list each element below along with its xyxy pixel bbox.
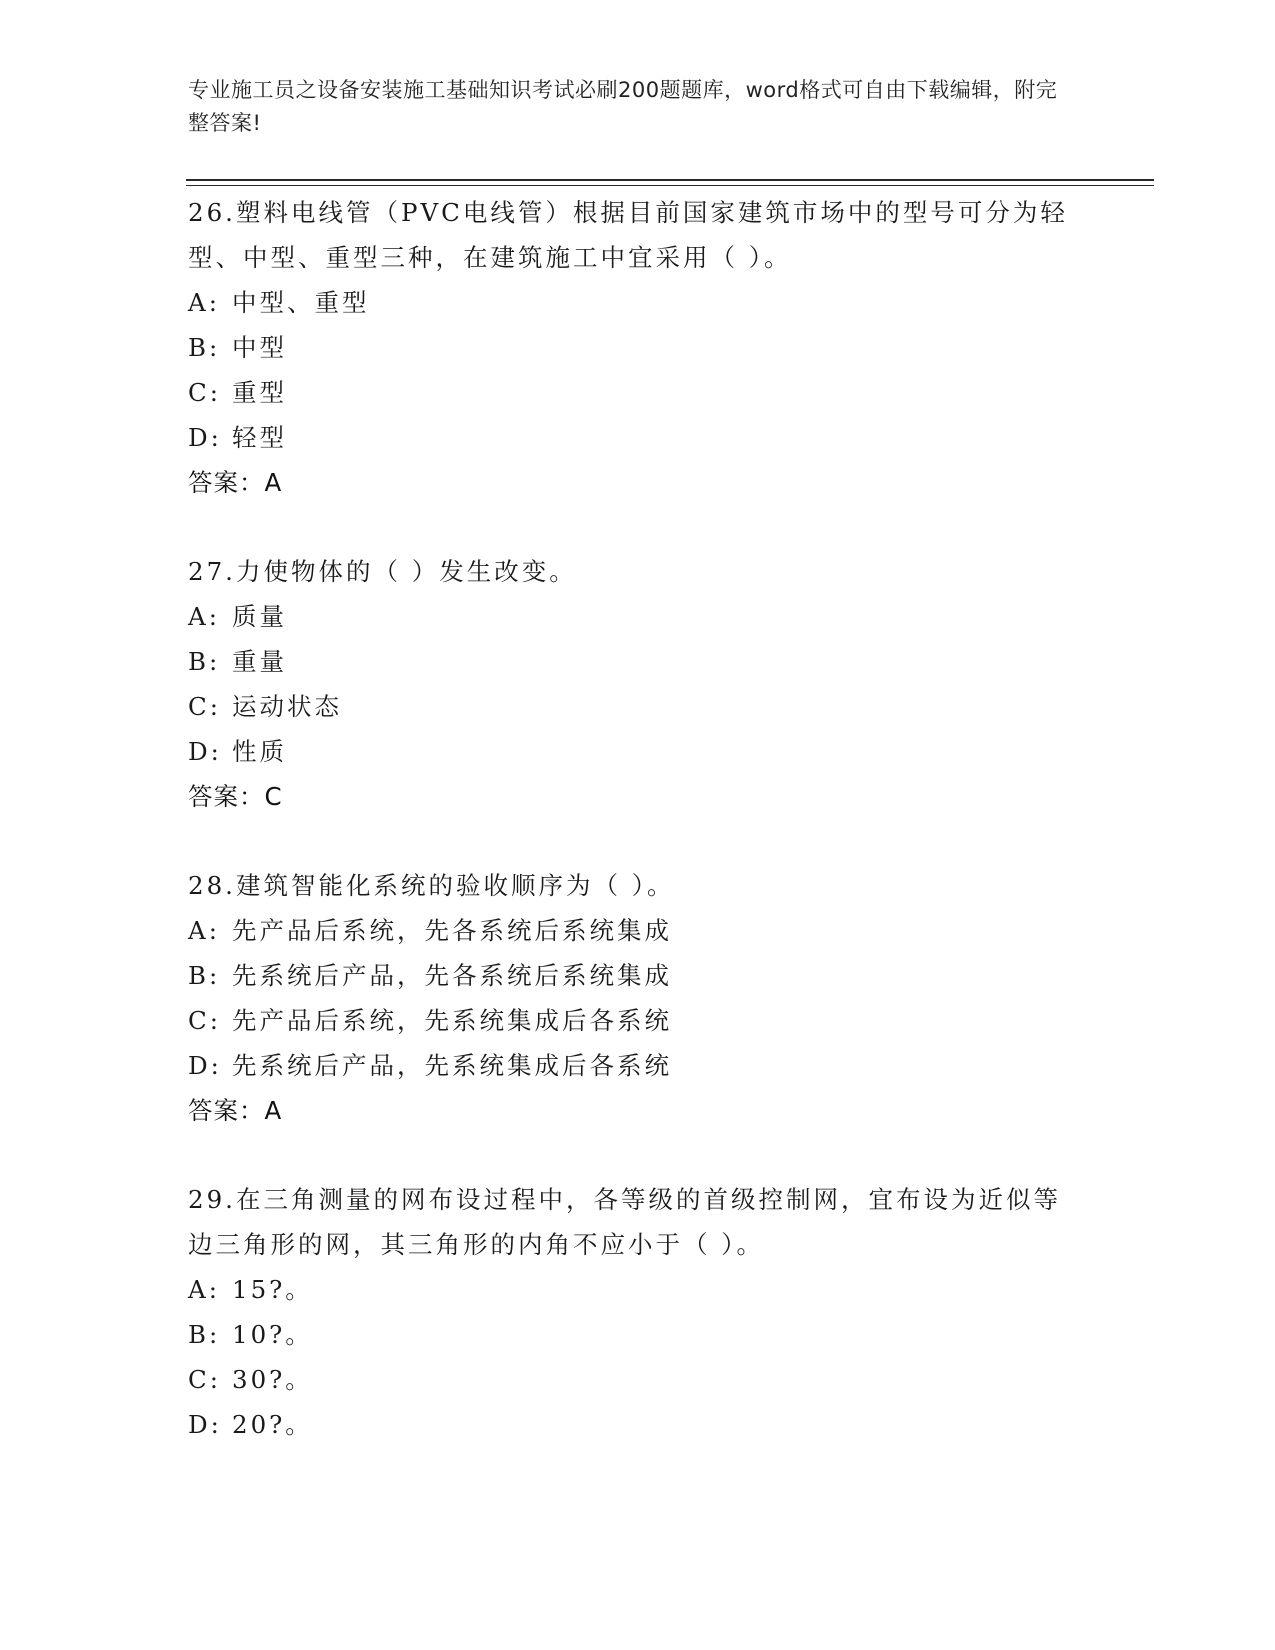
option-text: 20?。: [232, 1410, 313, 1439]
document-header: 专业施工员之设备安装施工基础知识考试必刷200题题库，word格式可自由下载编辑，附完整答案!: [188, 78, 1058, 135]
question-stem: 28.建筑智能化系统的验收顺序为（ ）。: [188, 871, 675, 900]
option-letter: D:: [188, 423, 222, 452]
option-text: 先产品后系统，先各系统后系统集成: [232, 916, 672, 945]
option-text: 性质: [232, 737, 287, 766]
option-b: [188, 325, 1088, 370]
option-letter: A:: [188, 602, 220, 631]
option-a: [188, 594, 1088, 639]
option-c: [188, 684, 1088, 729]
option-letter: A:: [188, 1275, 220, 1304]
option-text: 15?。: [232, 1275, 313, 1304]
question-28: [188, 863, 1088, 1133]
option-text: 先系统后产品，先各系统后系统集成: [232, 961, 672, 990]
header-divider: [186, 179, 1154, 181]
option-letter: C:: [188, 378, 222, 407]
option-letter: C:: [188, 1006, 222, 1035]
option-c: [188, 998, 1088, 1043]
option-text: 先产品后系统，先系统集成后各系统: [232, 1006, 672, 1035]
option-a: [188, 1267, 1088, 1312]
option-text: 运动状态: [232, 692, 342, 721]
option-text: 中型、重型: [232, 288, 370, 317]
option-letter: B:: [188, 961, 221, 990]
option-text: 10?。: [232, 1320, 313, 1349]
option-letter: D:: [188, 1051, 222, 1080]
question-stem: 29.在三角测量的网布设过程中，各等级的首级控制网，宜布设为近似等边三角形的网，其三角形的内角不应小于（ ）。: [188, 1185, 1061, 1259]
option-d: [188, 1402, 1088, 1447]
option-text: 轻型: [232, 423, 287, 452]
option-text: 先系统后产品，先系统集成后各系统: [232, 1051, 672, 1080]
option-d: [188, 1043, 1088, 1088]
header-divider-thin: [186, 185, 1154, 186]
option-b: [188, 1312, 1088, 1357]
option-b: [188, 953, 1088, 998]
option-letter: B:: [188, 1320, 221, 1349]
option-letter: A:: [188, 916, 220, 945]
option-text: 30?。: [232, 1365, 313, 1394]
question-27: [188, 549, 1088, 819]
answer-line: 答案：A: [188, 468, 283, 497]
answer-line: 答案：A: [188, 1096, 283, 1125]
question-stem: 26.塑料电线管（PVC电线管）根据目前国家建筑市场中的型号可分为轻型、中型、重型三种，在建筑施工中宜采用（ ）。: [188, 198, 1068, 272]
option-c: [188, 1357, 1088, 1402]
option-c: [188, 370, 1088, 415]
option-letter: D:: [188, 1410, 222, 1439]
option-d: [188, 415, 1088, 460]
option-letter: C:: [188, 692, 222, 721]
option-text: 中型: [232, 333, 287, 362]
answer-line: 答案：C: [188, 782, 283, 811]
option-text: 重量: [232, 647, 287, 676]
option-a: [188, 908, 1088, 953]
option-letter: D:: [188, 737, 222, 766]
option-b: [188, 639, 1088, 684]
option-letter: C:: [188, 1365, 222, 1394]
option-text: 重型: [232, 378, 287, 407]
question-29: [188, 1177, 1088, 1447]
question-26: [188, 190, 1088, 505]
question-stem: 27.力使物体的（ ）发生改变。: [188, 557, 577, 586]
option-text: 质量: [232, 602, 287, 631]
option-letter: B:: [188, 647, 221, 676]
option-letter: B:: [188, 333, 221, 362]
option-letter: A:: [188, 288, 220, 317]
option-a: [188, 280, 1088, 325]
question-list: [188, 190, 1088, 1491]
option-d: [188, 729, 1088, 774]
